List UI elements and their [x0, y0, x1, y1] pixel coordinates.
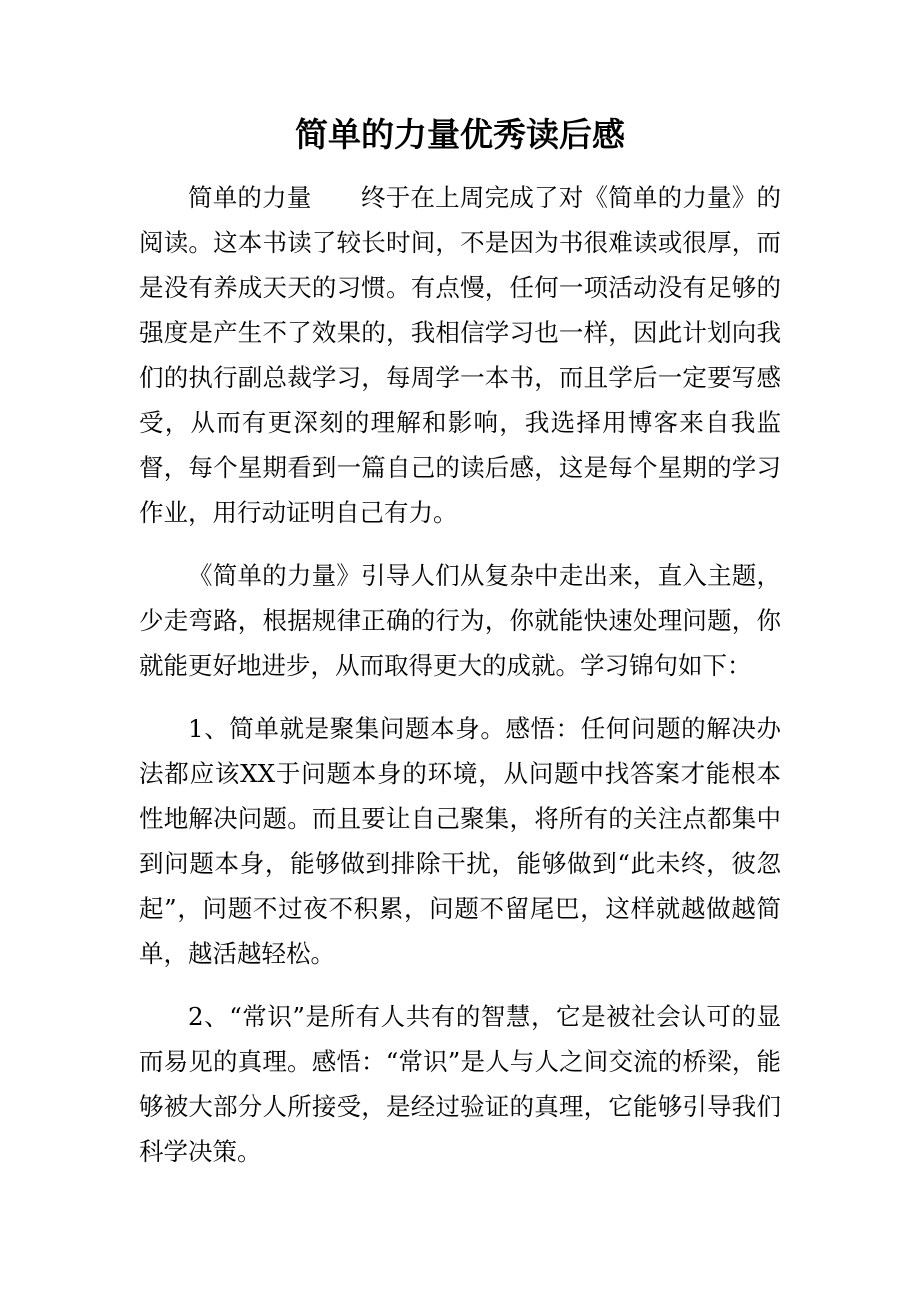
- paragraph-point-2: 2、“常识”是所有人共有的智慧，它是被社会认可的显而易见的真理。感悟：“常识”是人与人之间交流的桥梁，能够被大部分人所接受，是经过验证的真理，它能够引导我们科学决策。: [139, 1002, 781, 1166]
- paragraph-summary: 《简单的力量》引导人们从复杂中走出来，直入主题，少走弯路，根据规律正确的行为，你就能快速处理问题，你就能更好地进步，从而取得更大的成就。学习锦句如下：: [139, 561, 781, 680]
- paragraph-intro: 简单的力量 终于在上周完成了对《简单的力量》的阅读。这本书读了较长时间，不是因为书很难读或很厚，而是没有养成天天的习惯。有点慢，任何一项活动没有足够的强度是产生不了效果的，我相信学习也一样，因此计划向我们的执行副总裁学习，每周学一本书，而且学后一定要写感受，从而有更深刻的理解和影响，我选择用博客来自我监督，每个星期看到一篇自己的读后感，这是每个星期的学习作业，用行动证明自己有力。: [139, 183, 781, 527]
- document-body: [139, 175, 781, 1192]
- paragraph-point-1: 1、简单就是聚集问题本身。感悟：任何问题的解决办法都应该XX于问题本身的环境，从问题中找答案才能根本性地解决问题。而且要让自己聚集，将所有的关注点都集中到问题本身，能够做到排除干扰，能够做到“此未终，彼忽起”，问题不过夜不积累，问题不留尾巴，这样就越做越简单，越活越轻松。: [139, 714, 781, 968]
- document-title: 简单的力量优秀读后感: [295, 115, 625, 154]
